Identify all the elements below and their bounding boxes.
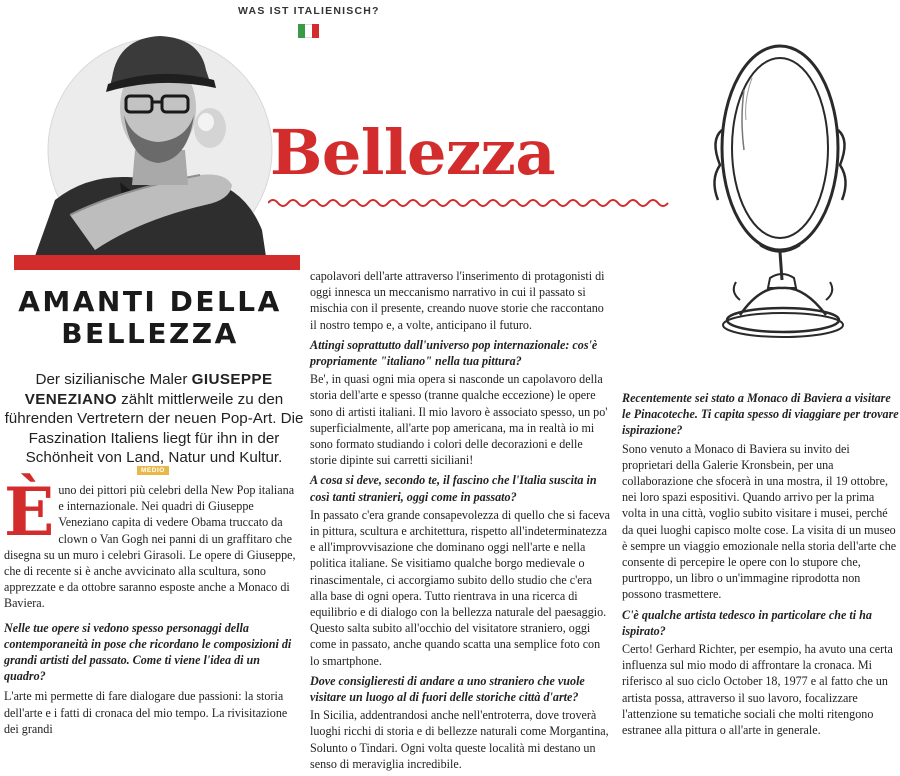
answer-1-end: capolavori dell'arte attraverso l'inserimento di protagonisti di oggi innesca un meccanismo narrativo in cui il passato si mischia con il presente, creando nuove storie che raccontano il nostro tempo e, a volte, anticipano il futuro. [310, 269, 605, 332]
flag-white-stripe [305, 24, 312, 38]
portrait-photo [0, 0, 300, 270]
answer-6: Certo! Gerhard Richter, per esempio, ha avuto una certa influenza sul mio modo di affrontare la cronaca. Mi riferisco al suo ciclo October 18, 1977 e al fatto che un artista possa, attraverso il suo lavoro, focalizzare l'attenzione su tematiche sociali che molti ritengono estranee alla pittura o all'arte in generale. [622, 642, 893, 738]
italian-flag-icon [298, 24, 319, 38]
article-column-1 [4, 473, 298, 741]
flag-red-stripe [312, 24, 319, 38]
col1-paragraph-1 [4, 473, 298, 612]
answer-5: Sono venuto a Monaco di Baviera su invito dei proprietari della Galerie Kronsbein, per una collaborazione che sfocerà in una mostra, il 19 ottobre, nei loro spazi espositivi. Quando arrivo per la prima volta in una città, voglio subito visitare i musei, perché da quei luoghi capisco molte cose. La visita di un museo è sempre un viaggio emozionale nella storia dell'arte che consente di percepire le opere con lo stupore che, purtroppo, un libro o un'immagine riprodotta non possono trasmettere. [622, 441, 897, 602]
level-badge: MEDIO [137, 466, 169, 475]
question-3: A cosa si deve, secondo te, il fascino che l'Italia suscita in così tanti stranieri, oggi come in passato? [310, 473, 597, 504]
answer-3: In passato c'era grande consapevolezza di quello che si faceva in pittura, scultura e architettura, rispetto all'indeterminatezza e all'improvvisazione che dominano oggi nell'arte e nella politica italiane. Se visitiamo qualche borgo medievale o rinascimentale, ci accorgiamo subito dello studio che c'era alla base di ogni opera. Tutto rientrava in una ricerca di equilibrio e di dialogo con la bellezza naturale del paesaggio. Questo salta subito all'occhio del visitatore straniero, oggi come in passato, anche quando scatta una semplice foto con lo smartphone. [310, 507, 611, 668]
answer-1-start: L'arte mi permette di fare dialogare due passioni: la storia dell'arte e i fatti di cronaca del mio tempo. La rivisitazione dei grandi [4, 689, 288, 736]
question-5: Recentemente sei stato a Monaco di Baviera a visitare le Pinacoteche. Ti capita spesso di viaggiare per trovare ispirazione? [622, 391, 899, 438]
intro-paragraph [4, 370, 304, 468]
question-1: Nelle tue opere si vedono spesso personaggi della contemporaneità in pose che ricordano le composizioni di grandi artisti del passato. Come ti viene l'idea di un quadro? [4, 620, 292, 684]
drop-cap: È [4, 473, 55, 551]
hand-mirror-illustration [700, 30, 880, 340]
headline-line-1: AMANTI DELLA [18, 285, 282, 318]
answer-2: Be', in quasi ogni mia opera si nasconde un capolavoro della storia dell'arte e spesso (tranne qualche eccezione) le opere sono di artisti italiani. Il mio lavoro è associato spesso, un po' superficialmente, all'arte pop americana, ma in realtà io mi sono formato studiando i colori delle decorazioni e delle storie dipinte sui carretti siciliani! [310, 372, 608, 468]
article-headline [0, 286, 300, 350]
article-column-3 [622, 390, 900, 742]
artist-name: GIUSEPPE VENEZIANO [24, 371, 273, 408]
article-column-2 [310, 268, 610, 776]
answer-4: In Sicilia, addentrandosi anche nell'entroterra, dove troverà luoghi ricchi di storia e di bellezze naturali come Morgantina, Solunto o Tindari. Ogni volta queste località mi destano un senso di meraviglia incredibile. [310, 708, 609, 771]
question-6: C'è qualche artista tedesco in particolare che ti ha ispirato? [622, 607, 872, 638]
intro-pre: Der sizilianische Maler [35, 371, 192, 388]
headline-line-2: BELLEZZA [61, 317, 239, 350]
section-kicker: WAS IST ITALIENISCH? [238, 5, 380, 17]
decorative-wavy-line [268, 196, 673, 210]
intro-post: zählt mittlerweile zu den führenden Vertretern der neuen Pop-Art. Die Faszination Italiens liegt für ihn in der Schönheit von Land, Natur und Kultur. [4, 390, 304, 466]
question-2: Attingi soprattutto dall'universo pop internazionale: cos'è propriamente "italiano" nella tua pittura? [310, 337, 598, 369]
article-title: Bellezza [270, 116, 555, 189]
col1-text-1: uno dei pittori più celebri della New Pop italiana e internazionale. Nei quadri di Giuseppe Veneziano capita di vedere Obama truccato da clown o Van Gogh nei panni di un graffitaro che disegna su un muro i celebri Girasoli. Le opere di Giuseppe, che di recente si è anche avvicinato alla scultura, sono apprezzate e da ottobre saranno esposte anche a Monaco di Baviera. [4, 483, 296, 611]
question-4: Dove consiglieresti di andare a uno straniero che vuole visitare un luogo al di fuori delle storiche città d'arte? [310, 673, 585, 705]
